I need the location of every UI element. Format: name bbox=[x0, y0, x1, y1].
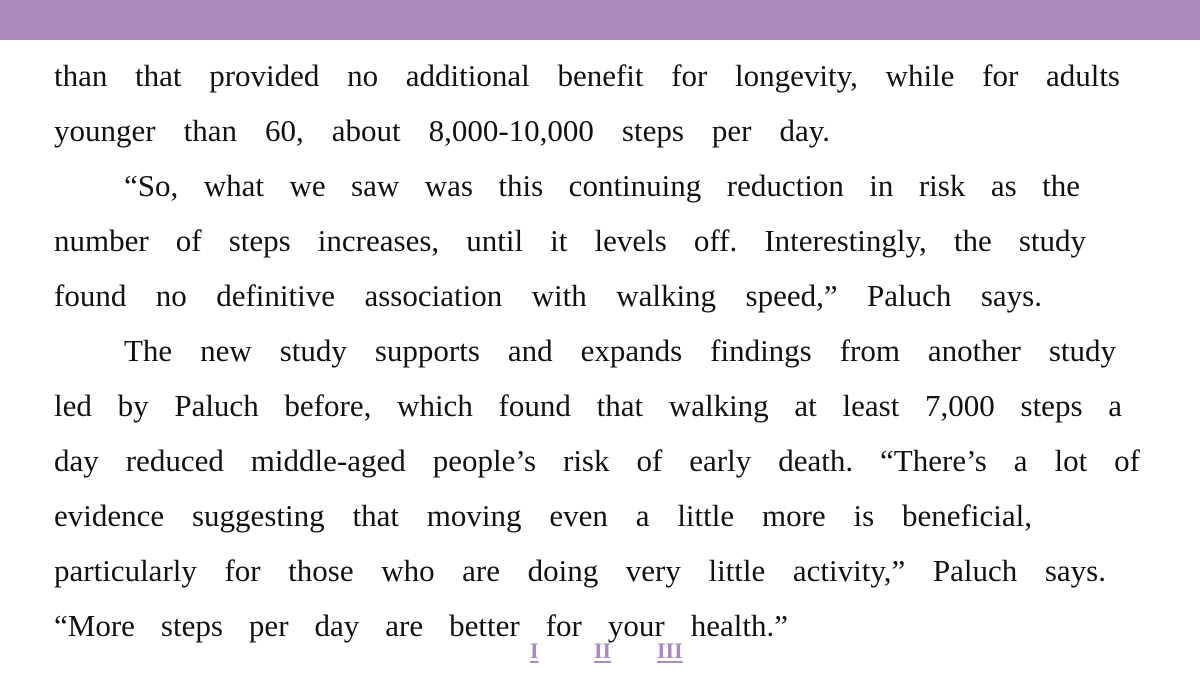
page-link-2[interactable]: II bbox=[594, 638, 612, 663]
text-line: evidence suggesting that moving even a little more is beneficial, bbox=[54, 498, 1032, 533]
text-line: day reduced middle-aged people’s risk of early death. “There’s a lot of bbox=[54, 443, 1140, 478]
text-line: found no definitive association with walking speed,” Paluch says. bbox=[54, 278, 1042, 313]
text-line: younger than 60, about 8,000-10,000 steps per day. bbox=[54, 113, 830, 148]
text-line: “So, what we saw was this continuing reduction in risk as the bbox=[124, 168, 1080, 203]
article-text bbox=[54, 48, 1144, 653]
header-bar bbox=[0, 0, 1200, 40]
text-line: particularly for those who are doing very little activity,” Paluch says. bbox=[54, 553, 1106, 588]
page-link-1[interactable]: I bbox=[530, 638, 539, 663]
text-line: “More steps per day are better for your health.” bbox=[54, 608, 788, 643]
page-navigation bbox=[0, 638, 1200, 668]
text-line: The new study supports and expands findings from another study bbox=[124, 333, 1116, 368]
text-line: led by Paluch before, which found that walking at least 7,000 steps a bbox=[54, 388, 1122, 423]
text-line: than that provided no additional benefit for longevity, while for adults bbox=[54, 58, 1120, 93]
page-link-3[interactable]: III bbox=[657, 638, 683, 663]
text-line: number of steps increases, until it levels off. Interestingly, the study bbox=[54, 223, 1086, 258]
